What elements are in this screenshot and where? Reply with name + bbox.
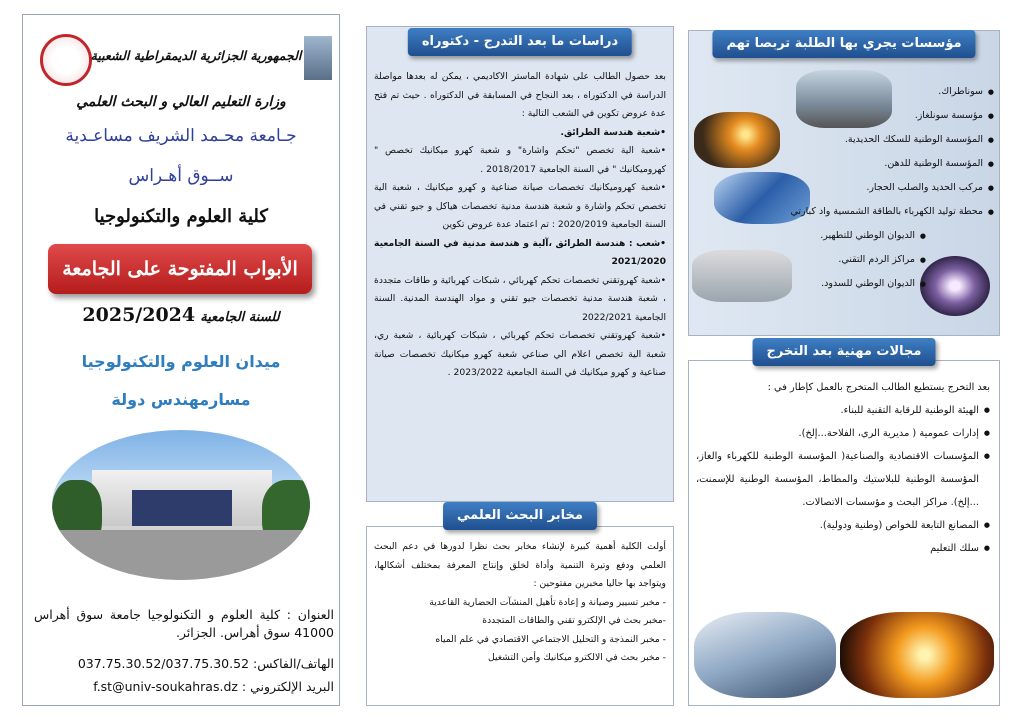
lab-equipment-photo [692, 250, 792, 302]
company-item: ● سوناطراك. [794, 80, 994, 104]
university-logo [40, 34, 92, 86]
welding-photo [694, 112, 780, 168]
career-item: ● الهيئة الوطنية للرقابة التقنية للبناء. [696, 399, 990, 422]
phone-text: الهاتف/الفاكس: 037.75.30.52/037.75.30.52 [77, 656, 334, 671]
postgrad-item-2: •شعبة الية تخصص "تحكم واشارة" و شعبة كهرو ميكانيك تخصص " كهروميكانيك " في السنة الجامعية 2018/2017 . [374, 145, 666, 175]
careers-text [696, 376, 990, 560]
career-item: ● المصانع التابعة للخواص (وطنية ودولية). [696, 514, 990, 537]
labs-text [374, 538, 666, 668]
careers-title: مجالات مهنية بعد التخرج [753, 338, 936, 366]
company-item: ● الديوان الوطني للسدود. [784, 272, 926, 296]
campus-ground [52, 530, 310, 580]
electric-arc-photo [920, 256, 990, 316]
companies-list-3 [784, 224, 926, 296]
company-item: ● المؤسسة الوطنية للدهن. [794, 152, 994, 176]
career-item: ● المؤسسات الاقتصادية والصناعية( المؤسسة الوطنية للكهرباء والغاز، المؤسسة الوطنية للبلاستيك والمطاط، المؤسسة الوطنية للإسمنت، ...إلخ). مراكز البحث و مؤسسات الاتصالات. [696, 445, 990, 514]
labs-title: مخابر البحث العلمي [443, 502, 597, 530]
email-label: البريد الإلكتروني : [241, 679, 334, 694]
companies-list [794, 80, 994, 200]
company-item: ● الديوان الوطني للتطهير. [784, 224, 926, 248]
open-days-banner [48, 244, 312, 294]
banner-text: الأبواب المفتوحة على الجامعة [62, 258, 298, 280]
postgrad-title: دراسات ما بعد التدرج - دكتوراه [408, 28, 632, 56]
careers-list [696, 399, 990, 560]
careers-intro: بعد التخرج يستطيع الطالب المتخرج بالعمل كإطار في : [767, 382, 990, 393]
ministry-title: وزارة التعليم العالي و البحث العلمي [76, 94, 286, 110]
city-name: ســوق أهـراس [128, 166, 234, 186]
campus-entrance [132, 490, 232, 526]
campus-photo [52, 430, 310, 580]
career-item: ● إدارات عمومية ( مديرية الري، الفلاحة...إلخ). [696, 422, 990, 445]
foundry-photo [840, 612, 994, 698]
lab-item-3: - مخبر النمذجة و التحليل الاجتماعي الاقتصادي في علم المياه [435, 633, 666, 645]
address-text: العنوان : كلية العلوم و التكنولوجيا جامعة سوق أهراس 41000 سوق أهراس. الجزائر. [34, 607, 334, 640]
republic-title: الجمهورية الجزائرية الديمقراطية الشعبية [90, 48, 302, 63]
track-name: مسارمهندس دولة [111, 390, 251, 409]
postgrad-item-4: •شعب : هندسة الطرائق ،آلية و هندسة مدنية في السنة الجامعية 2021/2020 [374, 237, 666, 267]
year-value: 2025/2024 [82, 304, 196, 326]
postgrad-item-3: •شعبة كهروميكانيك تخصصات صيانة صناعية و كهرو ميكانيك ، شعبة الية تخصص تحكم واشارة و شعبة هندسة مدنية تخصصات هياكل و جيو تقني في السنة الجامعية 2020/2019 : تم اعتماد عدة عروض تكوين [374, 182, 666, 230]
postgrad-intro: بعد حصول الطالب على شهادة الماستر الاكاديمي ، يمكن له بعدها مواصلة الدراسة في الدكتوراه ، بعد النجاح في المسابقة في الدكتوراه . حيث تم فتح عدة عروض تكوين في الشعب التالية : [374, 71, 666, 119]
lab-item-2: -مخبر بحث في الإلكترو تقني والطاقات المتجددة [482, 615, 666, 626]
postgrad-item-5: •شعبة كهروتقني تخصصات تحكم كهربائي ، شبكات كهربائية و طاقات متجددة ، شعبة هندسة مدنية تخصصات جيو تقني و مواد الهندسة المدنية. السنة الجامعية 2022/2021 [374, 274, 666, 323]
lab-item-1: - مخبر تسيير وصيانة و إعادة تأهيل المنشآت الحضارية القاعدية [429, 596, 666, 608]
company-item: ● محطة توليد الكهرباء بالطاقة الشمسية واد كبارتي [724, 200, 994, 224]
lab-item-4: - مخبر بحث في الالكترو ميكانيك وأمن التشغيل [488, 652, 666, 663]
middle-panel [362, 16, 678, 706]
right-panel [684, 16, 1004, 706]
company-item: ● مؤسسة سونلغاز. [794, 104, 994, 128]
year-label: للسنة الجامعية [200, 310, 280, 325]
left-panel [22, 14, 340, 706]
career-item: ● سلك التعليم [696, 537, 990, 560]
labs-intro: أولت الكلية أهمية كبيرة لإنشاء مخابر بحث نظرا لدورها في دعم البحث العلمي ودفع وتيرة التنمية وأداة لخلق وإنتاج المعرفة بمختلف أشكالها، ويتواجد بها حاليا مخبرين مفتوحين : [374, 541, 666, 589]
postgrad-item-6: •شعبة كهروتقني تخصصات تحكم كهربائي ، شبكات كهربائية ، شعبة ري، شعبة الية تخصص اعلام الي صناعي شعبة كهرو ميكانيك تخصصات صيانة صناعية و كهرو ميكانيك في السنة الجامعية 2023/2022 . [374, 330, 666, 378]
academic-year [22, 304, 340, 326]
companies-title: مؤسسات يجري بها الطلبة تربصا تهم [712, 30, 975, 58]
workshop-photo [694, 612, 836, 698]
companies-list-2 [724, 200, 994, 224]
postgrad-text [374, 68, 666, 383]
faculty-name: كلية العلوم والتكنولوجيا [94, 206, 268, 227]
postgrad-item-1: •شعبة هندسة الطرائق. [560, 126, 666, 138]
email-address[interactable]: f.st@univ-soukahras.dz [93, 679, 238, 694]
building-photo-small [304, 36, 332, 80]
university-name: جـامعة محـمد الشريف مساعـدية [65, 126, 297, 146]
company-item: ● المؤسسة الوطنية للسكك الحديدية. [794, 128, 994, 152]
email-line [34, 679, 334, 694]
company-item: ● مركب الحديد والصلب الحجار. [794, 176, 994, 200]
company-item: ● مراكز الردم التقني. [784, 248, 926, 272]
field-name: ميدان العلوم والتكنولوجيا [81, 352, 281, 371]
